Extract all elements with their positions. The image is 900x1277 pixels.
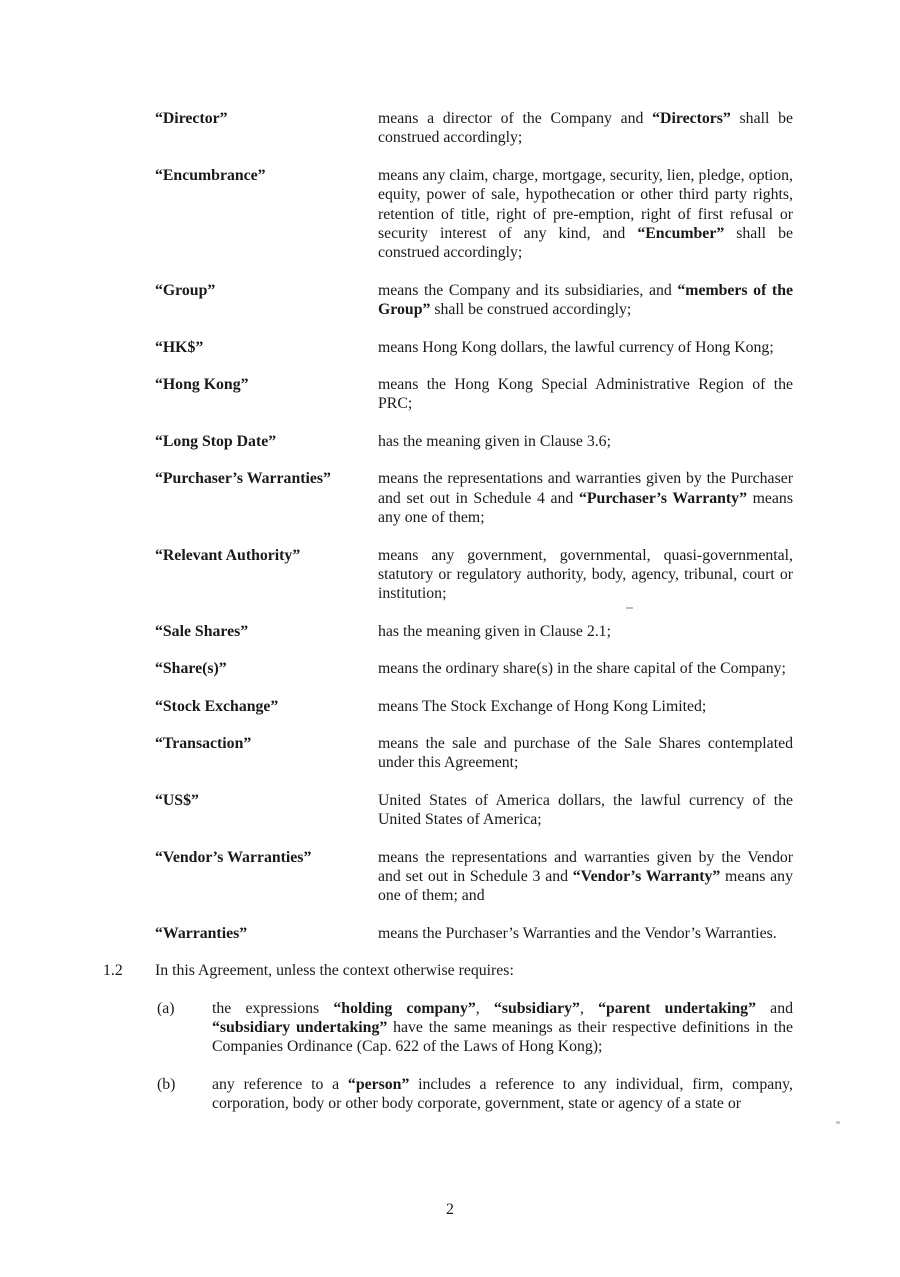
definition-row-transaction <box>155 734 793 773</box>
definition-row-hkd <box>155 338 793 357</box>
item-label: (b) <box>157 1075 176 1093</box>
definition-text: has the meaning given in Clause 2.1; <box>378 622 611 640</box>
definition-term: “Transaction” <box>155 734 252 752</box>
definition-row-sale-shares <box>155 622 793 641</box>
definition-text: means any claim, charge, mortgage, security, lien, pledge, option, equity, power of sale, hypothecation or other third party rights, retention of title, right of pre-emption, right of first refusal or security interest of any kind, and “Encumber” shall be construed accordingly; <box>378 166 793 262</box>
definition-row-usd <box>155 791 793 830</box>
definition-text: means the Purchaser’s Warranties and the Vendor’s Warranties. <box>378 924 777 942</box>
definitions-list <box>155 109 793 943</box>
definition-row-vendors-warranties <box>155 848 793 906</box>
definition-row-director <box>155 109 793 148</box>
definition-term: “US$” <box>155 791 199 809</box>
definition-row-hong-kong <box>155 375 793 414</box>
definition-row-purchasers-warranties <box>155 469 793 527</box>
definition-row-encumbrance <box>155 166 793 263</box>
definition-term: “Sale Shares” <box>155 622 249 640</box>
definition-term: “Director” <box>155 110 228 127</box>
definition-term: “Encumbrance” <box>155 166 266 184</box>
clause-1-2-item-a <box>157 999 793 1057</box>
definition-term: “HK$” <box>155 338 204 356</box>
definition-text: has the meaning given in Clause 3.6; <box>378 432 611 450</box>
page-number: 2 <box>446 1201 454 1218</box>
clause-1-2 <box>103 961 793 980</box>
definition-text: means The Stock Exchange of Hong Kong Limited; <box>378 697 707 715</box>
definition-text: means the representations and warranties given by the Purchaser and set out in Schedule 4 and “Purchaser’s Warranty” means any one of them; <box>378 470 793 527</box>
definition-term: “Share(s)” <box>155 660 227 678</box>
scan-artifact <box>626 607 633 609</box>
definition-text: means a director of the Company and “Directors” shall be construed accordingly; <box>378 110 793 147</box>
definition-row-shares <box>155 659 793 678</box>
definition-term: “Stock Exchange” <box>155 697 279 715</box>
definition-term: “Group” <box>155 281 216 299</box>
document-body <box>103 109 793 1114</box>
clause-text: In this Agreement, unless the context otherwise requires: <box>155 962 514 980</box>
definition-term: “Vendor’s Warranties” <box>155 848 312 866</box>
definition-row-stock-exchange <box>155 697 793 716</box>
definition-term: “Warranties” <box>155 924 248 942</box>
definition-text: United States of America dollars, the lawful currency of the United States of America; <box>378 791 793 829</box>
definition-text: means the Hong Kong Special Administrative Region of the PRC; <box>378 376 793 413</box>
definition-term: “Relevant Authority” <box>155 546 301 564</box>
definition-row-group <box>155 281 793 320</box>
definition-text: means the representations and warranties given by the Vendor and set out in Schedule 3 and “Vendor’s Warranty” means any one of them; and <box>378 848 793 905</box>
definition-text: means the sale and purchase of the Sale Shares contemplated under this Agreement; <box>378 734 793 772</box>
item-text: the expressions “holding company”, “subsidiary”, “parent undertaking” and “subsidiary undertaking” have the same meanings as their respective definitions in the Companies Ordinance (Cap. 622 of the Laws of Hong Kong); <box>212 999 793 1056</box>
scan-artifact <box>836 1121 840 1124</box>
definition-text: means the ordinary share(s) in the share capital of the Company; <box>378 660 786 678</box>
definition-row-long-stop-date <box>155 432 793 451</box>
clause-number: 1.2 <box>103 962 123 980</box>
definition-text: means any government, governmental, quasi-governmental, statutory or regulatory authority, body, agency, tribunal, court or institution; <box>378 546 793 603</box>
definition-row-warranties <box>155 924 793 943</box>
item-label: (a) <box>157 999 175 1017</box>
definition-text: means the Company and its subsidiaries, and “members of the Group” shall be construed accordingly; <box>378 281 793 319</box>
definition-text: means Hong Kong dollars, the lawful currency of Hong Kong; <box>378 338 774 356</box>
item-text: any reference to a “person” includes a reference to any individual, firm, company, corporation, body or other body corporate, government, state or agency of a state or <box>212 1075 793 1113</box>
definition-row-relevant-authority <box>155 546 793 604</box>
definition-term: “Hong Kong” <box>155 376 249 394</box>
definition-term: “Purchaser’s Warranties” <box>155 470 331 488</box>
definition-term: “Long Stop Date” <box>155 432 277 450</box>
clause-1-2-item-b <box>157 1075 793 1114</box>
